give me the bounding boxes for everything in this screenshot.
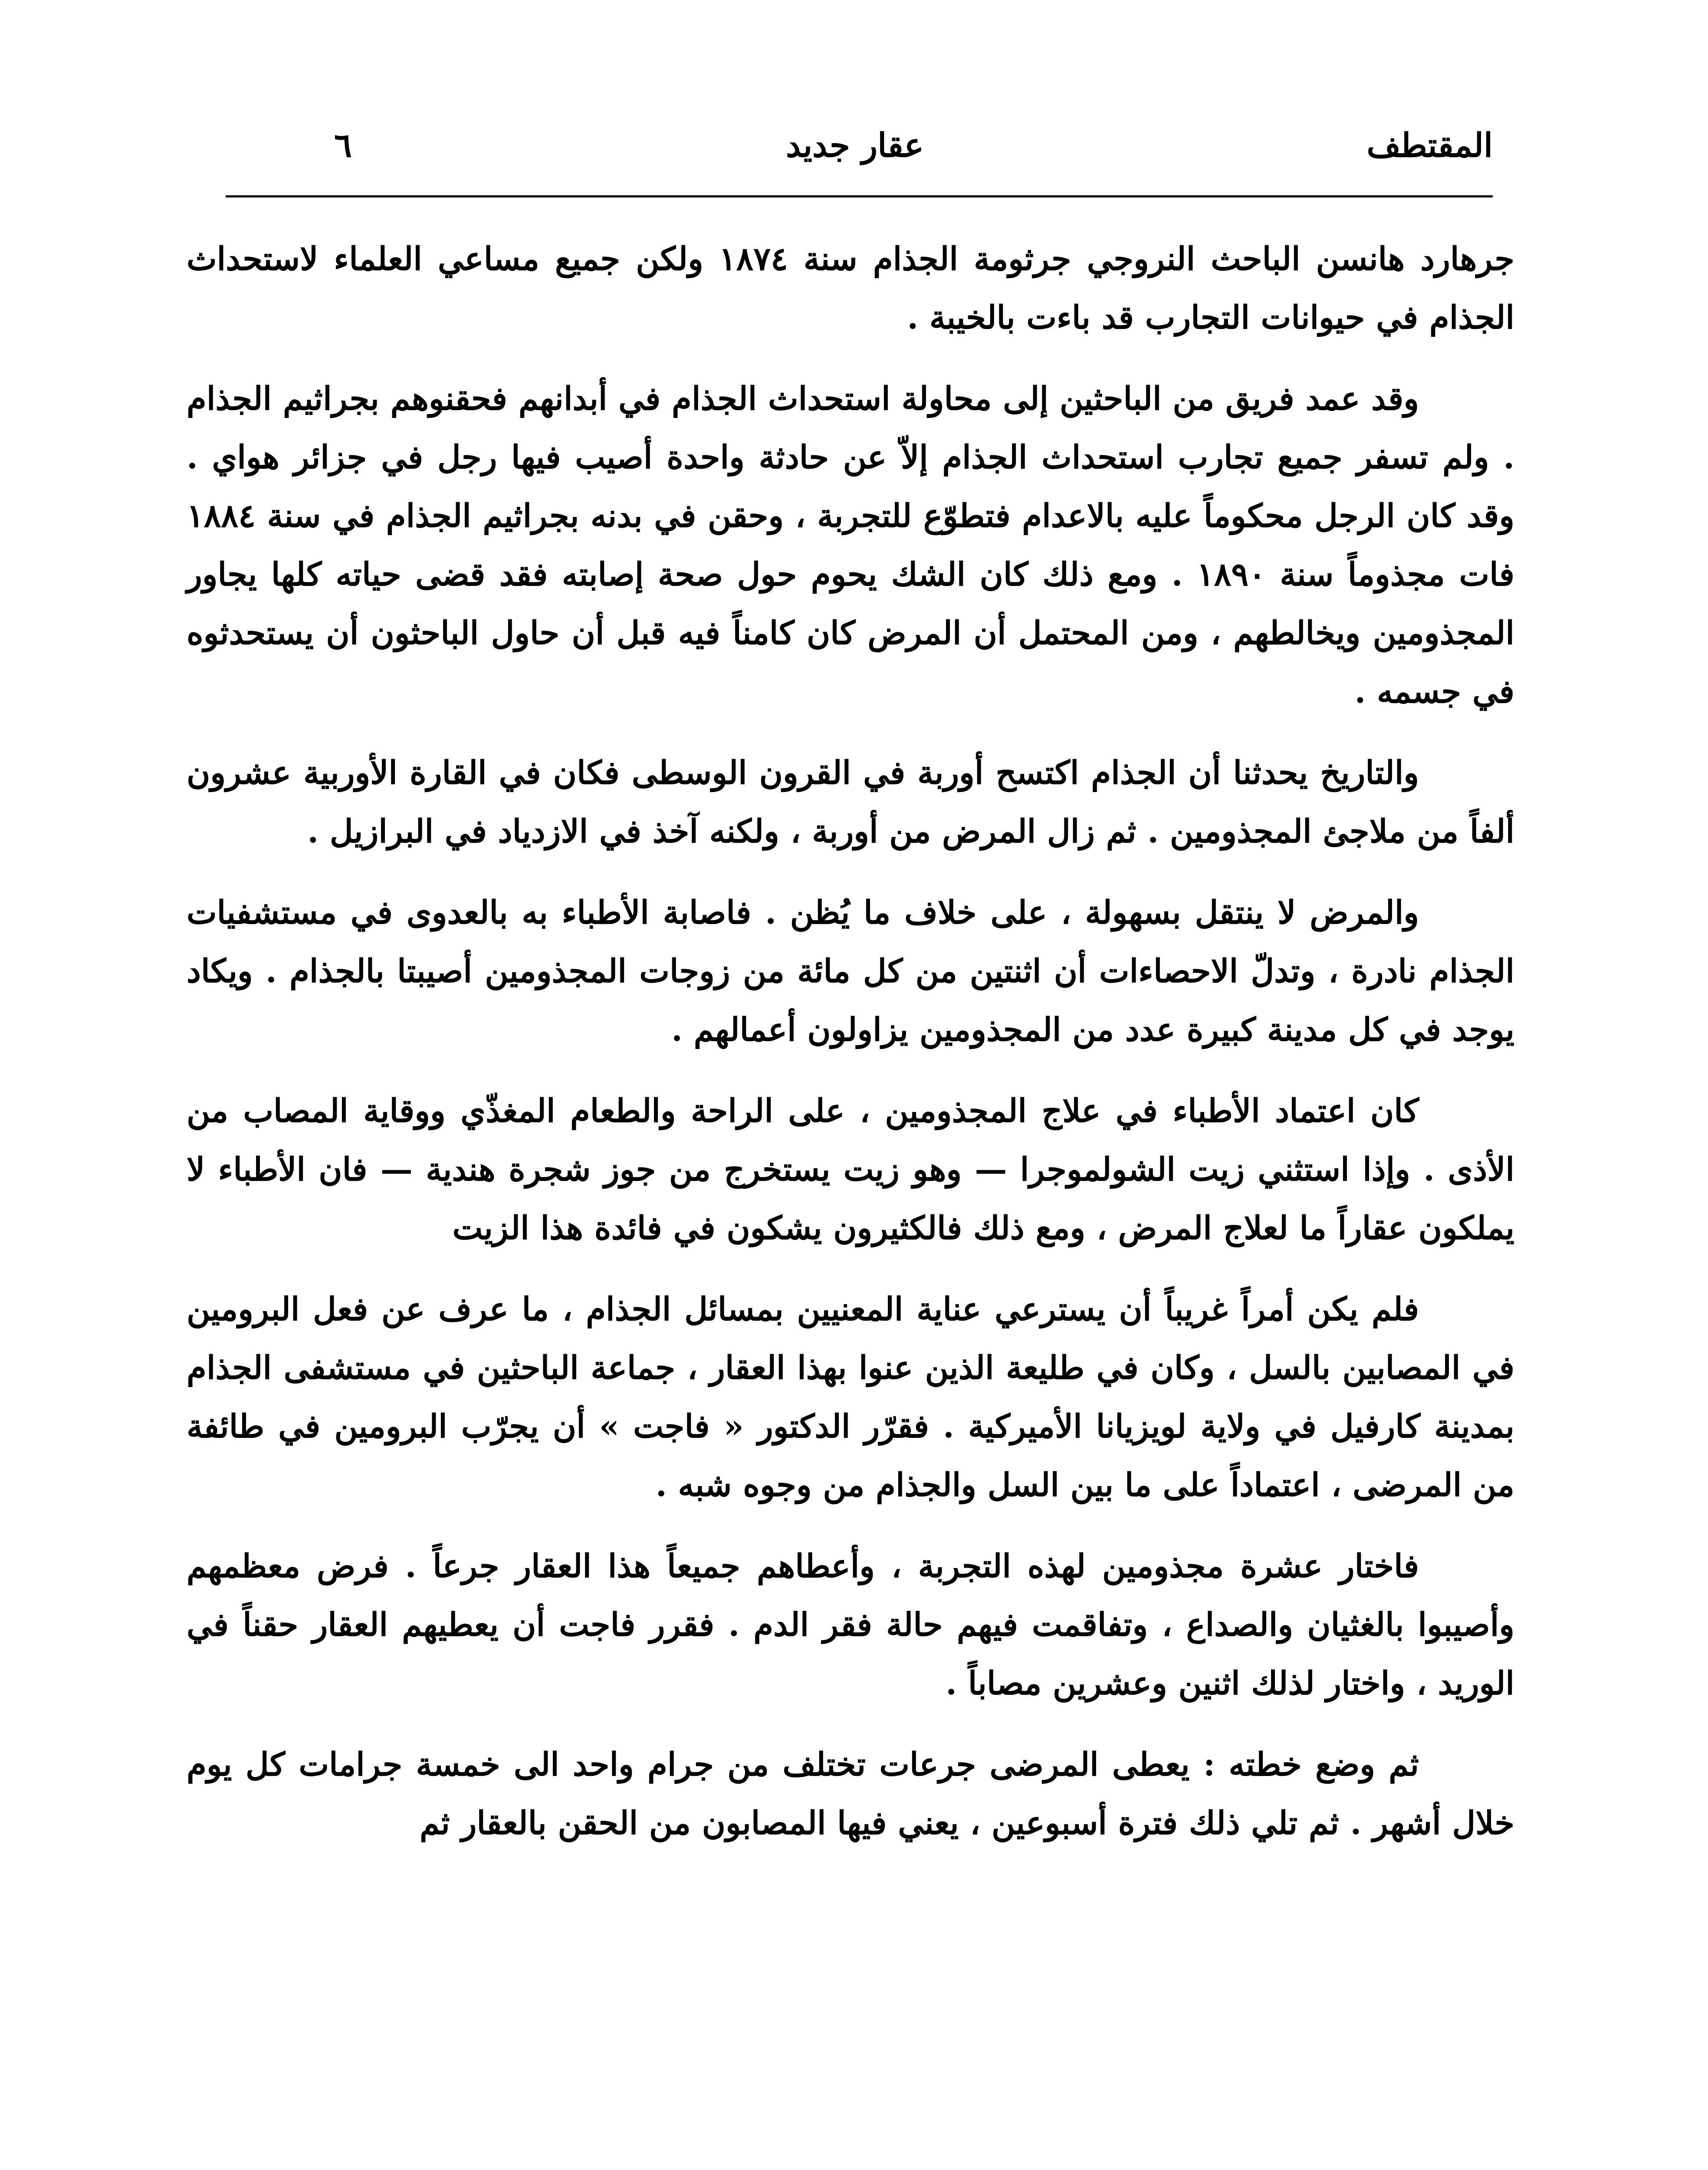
running-header <box>217 122 1493 169</box>
article-title: عقار جديد <box>785 126 924 164</box>
article-body <box>187 230 1514 1853</box>
page-number: ٦ <box>334 126 352 164</box>
paragraph: ثم وضع خطته : يعطى المرضى جرعات تختلف من جرام واحد الى خمسة جرامات كل يوم خلال أشهر . ثم تلي ذلك فترة أسبوعين ، يعني فيها المصابون من الحقن بالعقار ثم <box>187 1746 1514 1842</box>
paragraph: جرهارد هانسن الباحث النروجي جرثومة الجذام سنة ١٨٧٤ ولكن جميع مساعي العلماء لاستحداث الجذام في حيوانات التجارب قد باءت بالخيبة . <box>187 240 1515 336</box>
paragraph: والمرض لا ينتقل بسهولة ، على خلاف ما يُظن . فاصابة الأطباء به بالعدوى في مستشفيات الجذام نادرة ، وتدلّ الاحصاءات أن اثنتين من كل مائة من زوجات المجذومين أصيبتا بالجذام . ويكاد يوجد في كل مدينة كبيرة عدد من المجذومين يزاولون أعمالهم . <box>187 894 1514 1049</box>
paragraph: فاختار عشرة مجذومين لهذه التجربة ، وأعطاهم جميعاً هذا العقار جرعاً . فرض معظمهم وأصيبوا بالغثيان والصداع ، وتفاقمت فيهم حالة فقر الدم . فقرر فاجت أن يعطيهم العقار حقناً في الوريد ، واختار لذلك اثنين وعشرين مصاباً . <box>187 1548 1514 1702</box>
paragraph: والتاريخ يحدثنا أن الجذام اكتسح أوربة في القرون الوسطى فكان في القارة الأوربية عشرون ألفاً من ملاجئ المجذومين . ثم زال المرض من أوربة ، ولكنه آخذ في الازدياد في البرازيل . <box>187 754 1514 850</box>
paragraph: كان اعتماد الأطباء في علاج المجذومين ، على الراحة والطعام المغذّي ووقاية المصاب من الأذى . وإذا استثني زيت الشولموجرا — وهو زيت يستخرج من جوز شجرة هندية — فان الأطباء لا يملكون عقاراً ما لعلاج المرض ، ومع ذلك فالكثيرون يشكون في فائدة هذا الزيت <box>187 1092 1514 1247</box>
paragraph: فلم يكن أمراً غريباً أن يسترعي عناية المعنيين بمسائل الجذام ، ما عرف عن فعل البرومين في المصابين بالسل ، وكان في طليعة الذين عنوا بهذا العقار ، جماعة الباحثين في مستشفى الجذام بمدينة كارفيل في ولاية لويزيانا الأميركية . فقرّر الدكتور « فاجت » أن يجرّب البرومين في طائفة من المرضى ، اعتماداً على ما بين السل والجذام من وجوه شبه . <box>187 1291 1514 1504</box>
paragraph: وقد عمد فريق من الباحثين إلى محاولة استحداث الجذام في أبدانهم فحقنوهم بجراثيم الجذام . ولم تسفر جميع تجارب استحداث الجذام إلاّ عن حادثة واحدة أصيب فيها رجل في جزائر هواي . وقد كان الرجل محكوماً عليه بالاعدام فتطوّع للتجربة ، وحقن في بدنه بجراثيم الجذام في سنة ١٨٨٤ فات مجذوماً سنة ١٨٩٠ . ومع ذلك كان الشك يحوم حول صحة إصابته فقد قضى حياته كلها يجاور المجذومين ويخالطهم ، ومن المحتمل أن المرض كان كامناً فيه قبل أن حاول الباحثون أن يستحدثوه في جسمه . <box>187 380 1514 710</box>
journal-name: المقتطف <box>1366 126 1493 164</box>
header-rule <box>226 195 1493 197</box>
